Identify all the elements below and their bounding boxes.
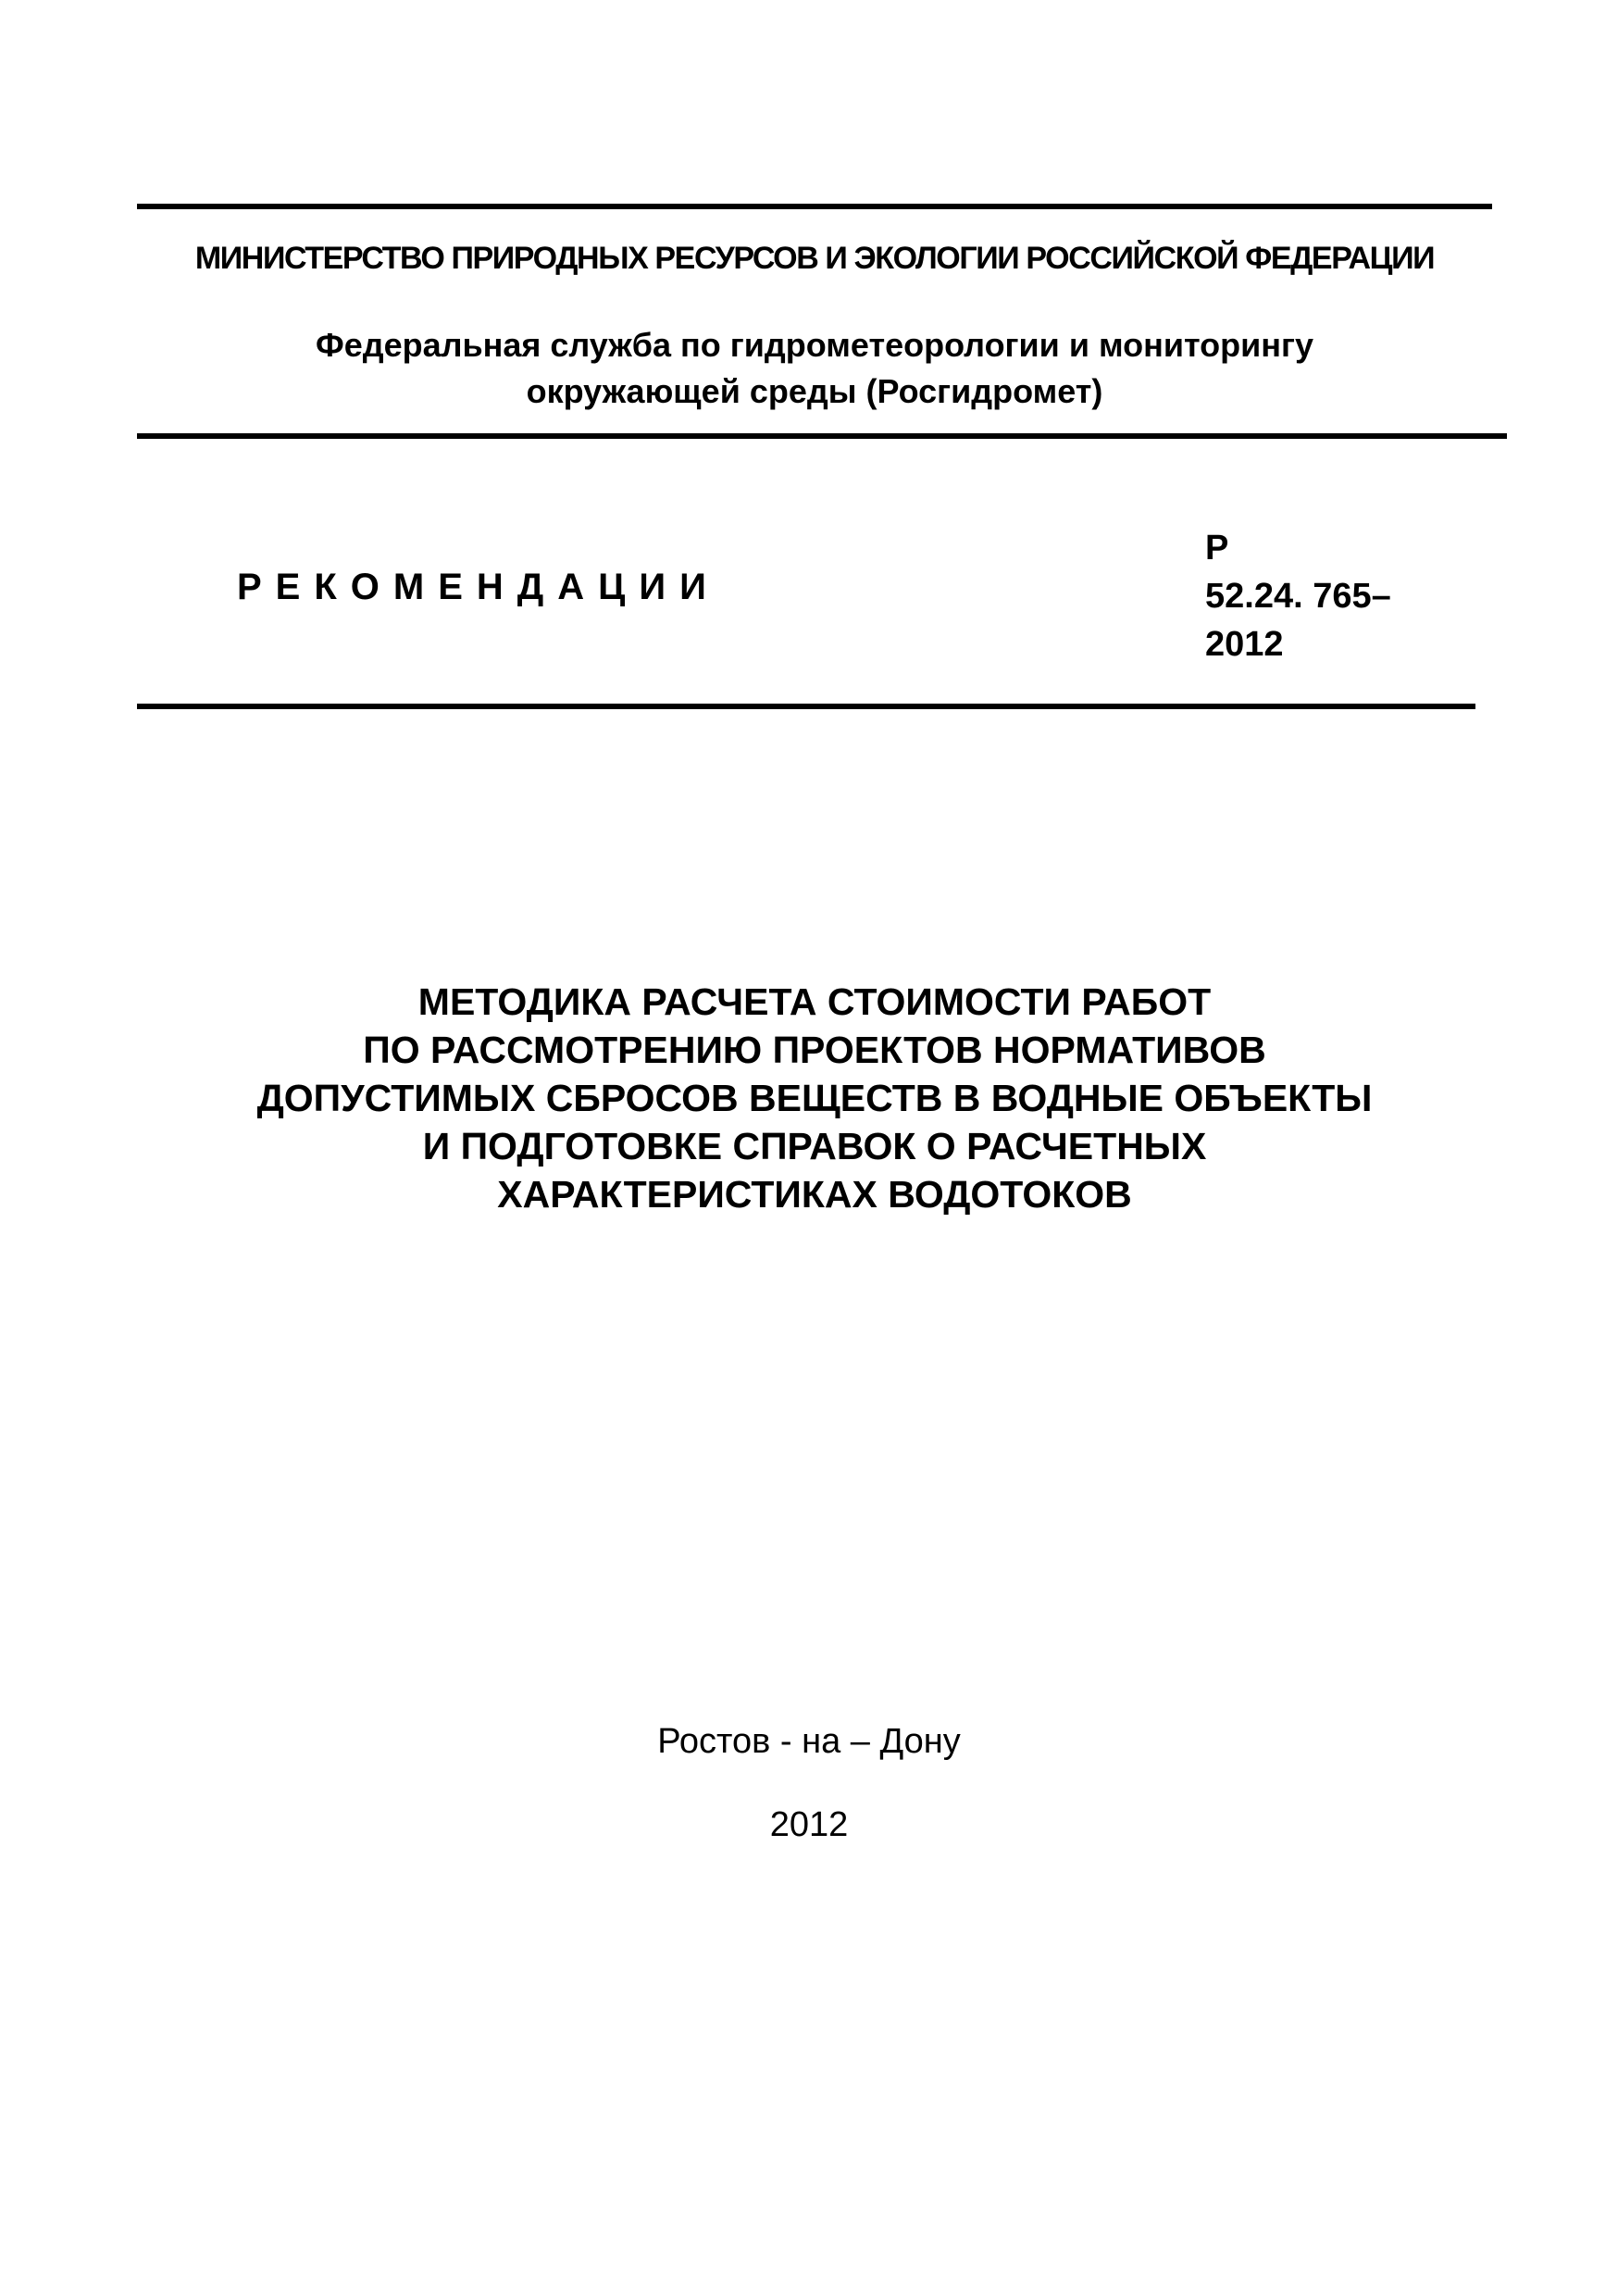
title-line: ХАРАКТЕРИСТИКАХ ВОДОТОКОВ: [497, 1173, 1132, 1216]
ministry-name: МИНИСТЕРСТВО ПРИРОДНЫХ РЕСУРСОВ И ЭКОЛОГИИ РОССИЙСКОЙ ФЕДЕРАЦИИ: [194, 241, 1435, 276]
publication-year: 2012: [769, 1805, 849, 1844]
publication-city: Ростов - на – Дону: [657, 1722, 961, 1761]
document-type: РЕКОМЕНДАЦИИ: [237, 567, 720, 607]
document-code-line: 52.24. 765–: [1205, 577, 1391, 616]
document-code-line: 2012: [1205, 625, 1284, 664]
bottom-divider: [137, 704, 1475, 709]
agency-name-line: окружающей среды (Росгидромет): [526, 372, 1103, 410]
document-title: [137, 978, 1492, 1218]
title-line: И ПОДГОТОВКЕ СПРАВОК О РАСЧЕТНЫХ: [422, 1125, 1207, 1167]
title-line: ДОПУСТИМЫХ СБРОСОВ ВЕЩЕСТВ В ВОДНЫЕ ОБЪЕКТЫ: [256, 1077, 1373, 1119]
top-divider: [137, 204, 1492, 209]
agency-name-line: Федеральная служба по гидрометеорологии и мониторингу: [315, 326, 1313, 364]
document-code: [1205, 524, 1391, 668]
title-line: МЕТОДИКА РАСЧЕТА СТОИМОСТИ РАБОТ: [417, 980, 1212, 1023]
title-line: ПО РАССМОТРЕНИЮ ПРОЕКТОВ НОРМАТИВОВ: [363, 1029, 1266, 1071]
agency-name: [137, 322, 1492, 415]
document-code-line: Р: [1205, 529, 1229, 568]
middle-divider: [137, 433, 1507, 439]
